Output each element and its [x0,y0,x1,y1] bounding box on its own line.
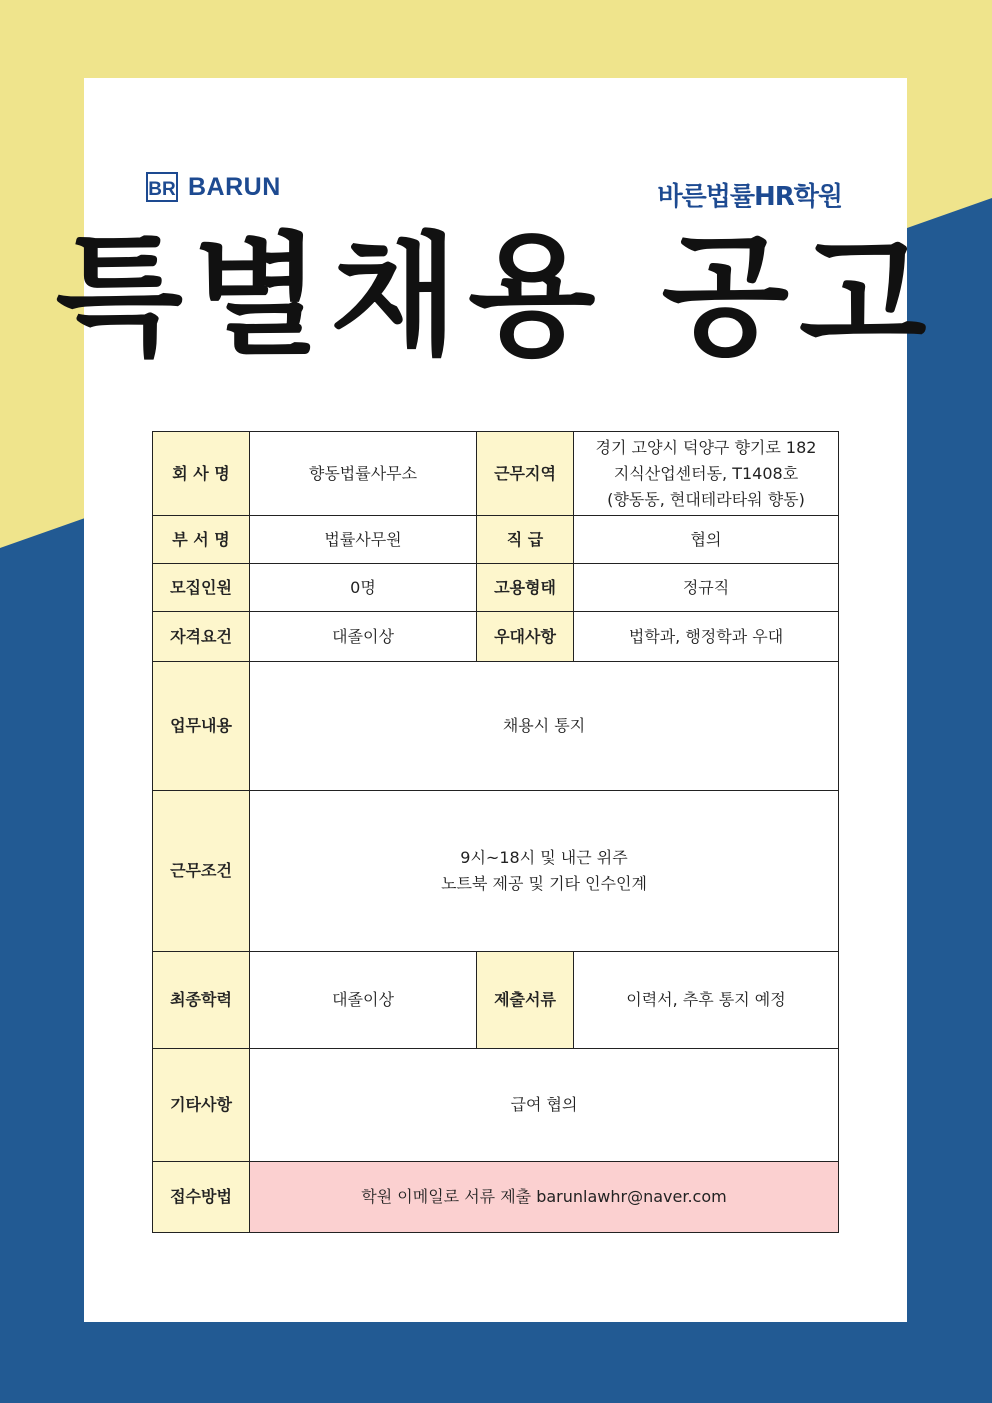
academy-name: 바른법률HR학원 [657,182,842,212]
apply-label: 접수방법 [153,1162,250,1233]
location-line3: (향동동, 현대테라타워 향동) [607,489,805,509]
rank-value: 협의 [574,516,839,564]
barun-logo [146,172,281,202]
edu-label: 최종학력 [153,952,250,1049]
docs-value: 이력서, 추후 통지 예정 [574,952,839,1049]
location-label: 근무지역 [477,432,574,516]
etc-label: 기타사항 [153,1049,250,1162]
table-row [153,612,839,662]
cond-label: 근무조건 [153,791,250,952]
dept-label: 부 서 명 [153,516,250,564]
cond-line2: 노트북 제공 및 기타 인수인계 [441,874,647,893]
table-row [153,1049,839,1162]
table-row [153,952,839,1049]
cond-value [250,791,839,952]
table-row [153,432,839,516]
table-row [153,516,839,564]
docs-label: 제출서류 [477,952,574,1049]
apply-value: 학원 이메일로 서류 제출 barunlawhr@naver.com [250,1162,839,1233]
rank-label: 직 급 [477,516,574,564]
pref-value: 법학과, 행정학과 우대 [574,612,839,662]
company-label: 회 사 명 [153,432,250,516]
page-title: 특별채용 공고 [55,220,937,374]
qual-label: 자격요건 [153,612,250,662]
etc-value: 급여 협의 [250,1049,839,1162]
table-row [153,791,839,952]
dept-value: 법률사무원 [250,516,477,564]
cond-line1: 9시~18시 및 내근 위주 [460,848,628,867]
qual-value: 대졸이상 [250,612,477,662]
duty-label: 업무내용 [153,662,250,791]
table-row [153,1162,839,1233]
logo-mark-text: BR [148,179,176,200]
logo-text: BARUN [188,172,281,201]
table-row [153,564,839,612]
location-line2: 지식산업센터동, T1408호 [613,463,799,483]
duty-value: 채용시 통지 [250,662,839,791]
employ-label: 고용형태 [477,564,574,612]
recruit-value: 0명 [250,564,477,612]
location-line1: 경기 고양시 덕양구 향기로 182 [595,437,817,457]
location-value [574,432,839,516]
table-row [153,662,839,791]
edu-value: 대졸이상 [250,952,477,1049]
company-value: 향동법률사무소 [250,432,477,516]
pref-label: 우대사항 [477,612,574,662]
barun-logo-icon [146,172,178,202]
recruit-label: 모집인원 [153,564,250,612]
job-info-table [152,431,839,1233]
employ-value: 정규직 [574,564,839,612]
